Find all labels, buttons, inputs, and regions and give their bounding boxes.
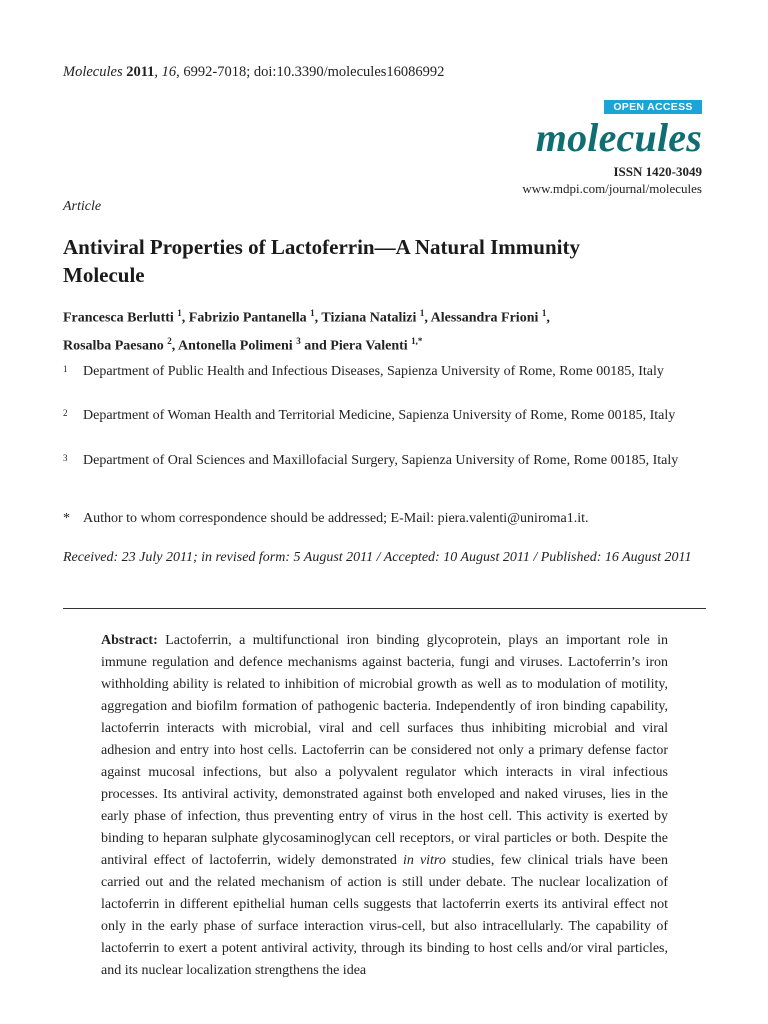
issn: ISSN 1420-3049 bbox=[613, 164, 702, 179]
affiliation-1 bbox=[63, 361, 703, 405]
correspondence-star: * bbox=[63, 511, 70, 526]
paper-title: Antiviral Properties of Lactoferrin—A Natural Immunity Molecule bbox=[63, 235, 580, 287]
affiliation-number: 3 bbox=[63, 453, 68, 463]
abstract-text-1: Lactoferrin, a multifunctional iron binding glycoprotein, plays an important role in immune regulation and defence mechanisms against bacteria, fungi and viruses. Lactoferrin’s iron withholding ability is related to inhibition of microbial growth as well as to modulation of motility, aggregation and biofilm formation of pathogenic bacteria. Independently of iron binding capability, lactoferrin interacts with microbial, viral and cell surfaces thus inhibiting microbial and viral adhesion and entry into host cells. Lactoferrin can be considered not only a primary defense factor against mucosal infections, but also a polyvalent regulator which interacts in viral infectious processes. Its antiviral activity, demonstrated against both enveloped and naked viruses, lies in the early phase of infection, thus preventing entry of virus in the host cell. This activity is exerted by binding to heparan sulphate glycosaminoglycan cell receptors, or viral particles or both. Despite the antiviral effect of lactoferrin, widely demonstrated bbox=[101, 633, 668, 868]
citation-line: Molecules 2011, 16, 6992-7018; doi:10.3390/molecules16086992 bbox=[63, 64, 445, 80]
author-line-1 bbox=[63, 302, 703, 330]
author-affiliation-sup: 1 bbox=[177, 308, 182, 318]
citation-volume: 16 bbox=[161, 64, 177, 80]
author-separator: , bbox=[171, 338, 178, 354]
author-name: Francesca Berlutti bbox=[63, 310, 178, 326]
abstract-text-2: studies, few clinical trials have been carried out and the related mechanism of action is still under debate. The nuclear localization of lactoferrin in different epithelial human cells suggests that lactoferrin exerts its antiviral effect not only in the early phase of surface interaction virus-cell, but also intracellularly. The capability of lactoferrin to exert a potent antiviral activity, through its binding to host cells and/or viral particles, and its nuclear localization strengthens the idea bbox=[101, 853, 668, 978]
author-name: Antonella Polimeni bbox=[177, 338, 297, 354]
affiliation-text: Department of Oral Sciences and Maxillofacial Surgery, Sapienza University of Rome, Rome 00185, Italy bbox=[83, 453, 679, 468]
author-separator: , bbox=[546, 310, 550, 326]
author-separator: , bbox=[181, 310, 189, 326]
author-name: Tiziana Natalizi bbox=[321, 310, 420, 326]
author-affiliation-sup: 1 bbox=[310, 308, 315, 318]
journal-url[interactable]: www.mdpi.com/journal/molecules bbox=[522, 181, 702, 196]
author-name: Rosalba Paesano bbox=[63, 338, 168, 354]
author-separator: , bbox=[424, 310, 431, 326]
publication-dates: Received: 23 July 2011; in revised form: 5 August 2011 / Accepted: 10 August 2011 / Published: 16 August 2011 bbox=[63, 550, 692, 565]
section-divider bbox=[63, 608, 706, 609]
author-affiliation-sup: 2 bbox=[167, 335, 172, 346]
affiliation-text: Department of Public Health and Infectious Diseases, Sapienza University of Rome, Rome 00185, Italy bbox=[83, 364, 664, 379]
affiliation-number: 2 bbox=[63, 408, 68, 418]
author-name: Alessandra Frioni bbox=[430, 310, 542, 326]
author-line-2 bbox=[63, 330, 703, 358]
author-name: Fabrizio Pantanella bbox=[188, 310, 311, 326]
abstract-italic-term: in vitro bbox=[402, 853, 446, 868]
journal-logo-name: molecules bbox=[535, 115, 702, 160]
author-separator: and bbox=[300, 338, 331, 354]
affiliation-2 bbox=[63, 405, 703, 449]
author-affiliation-sup: 1,* bbox=[411, 335, 423, 346]
author-separator: , bbox=[314, 310, 322, 326]
author-affiliation-sup: 1 bbox=[419, 308, 425, 318]
citation-year: 2011 bbox=[126, 64, 155, 80]
affiliation-number: 1 bbox=[63, 364, 68, 374]
correspondence-text: Author to whom correspondence should be addressed; E-Mail: piera.valenti@uniroma1.it. bbox=[83, 511, 589, 526]
open-access-badge: OPEN ACCESS bbox=[604, 100, 702, 114]
author-list bbox=[63, 302, 703, 357]
journal-abbrev: Molecules bbox=[63, 64, 123, 80]
affiliation-3 bbox=[63, 450, 703, 494]
citation-pages-doi: , 6992-7018; doi:10.3390/molecules16086992 bbox=[176, 64, 445, 80]
abstract-label: Abstract: bbox=[101, 633, 158, 648]
affiliation-text: Department of Woman Health and Territorial Medicine, Sapienza University of Rome, Rome 00185, Italy bbox=[83, 408, 676, 423]
author-affiliation-sup: 1 bbox=[541, 308, 547, 318]
author-name: Piera Valenti bbox=[330, 338, 412, 354]
abstract bbox=[101, 630, 668, 982]
author-affiliation-sup: 3 bbox=[296, 335, 301, 346]
article-type: Article bbox=[63, 199, 102, 214]
